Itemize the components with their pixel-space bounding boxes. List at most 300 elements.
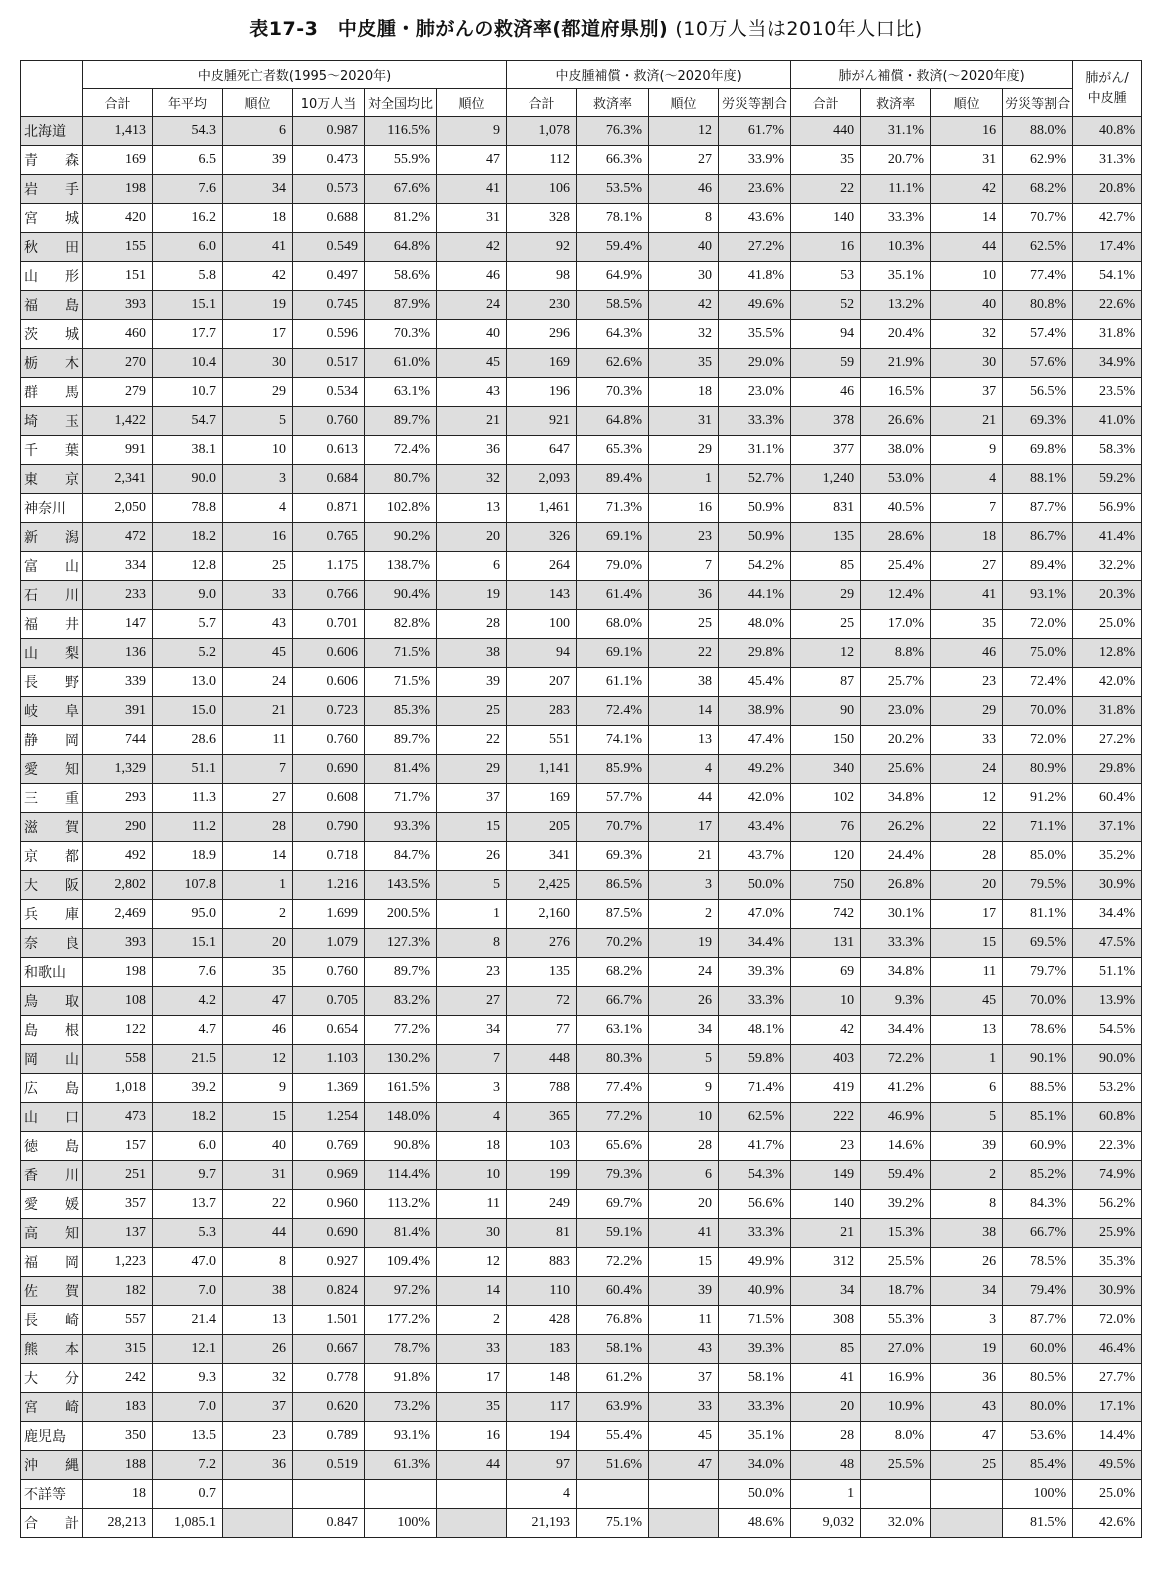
data-cell: 12 [791,639,861,668]
data-cell: 29.0% [719,349,791,378]
data-cell: 44 [437,1451,507,1480]
table-row [21,1103,1142,1132]
data-cell: 5.2 [153,639,223,668]
data-cell: 60.4% [577,1277,649,1306]
data-cell: 25.4% [861,552,931,581]
data-cell: 33 [437,1335,507,1364]
data-cell: 44 [931,233,1003,262]
table-row [21,291,1142,320]
data-cell: 472 [83,523,153,552]
data-cell: 393 [83,929,153,958]
data-cell: 17.0% [861,610,931,639]
data-cell: 42.0% [719,784,791,813]
data-cell: 67.6% [365,175,437,204]
data-cell: 28 [931,842,1003,871]
data-cell: 5 [931,1103,1003,1132]
data-cell: 48.1% [719,1016,791,1045]
data-cell: 50.0% [719,1480,791,1509]
prefecture-name: 広島 [21,1074,83,1103]
data-cell: 40 [437,320,507,349]
data-cell: 110 [507,1277,577,1306]
data-cell: 17 [223,320,293,349]
data-cell: 91.8% [365,1364,437,1393]
data-cell: 72.4% [365,436,437,465]
data-cell: 35 [791,146,861,175]
data-cell: 2,050 [83,494,153,523]
data-cell: 44 [649,784,719,813]
data-cell: 18.2 [153,523,223,552]
table-row [21,117,1142,146]
data-cell: 30.1% [861,900,931,929]
data-cell: 21 [649,842,719,871]
sub-header: 順位 [437,89,507,117]
data-cell: 11 [437,1190,507,1219]
data-cell: 23 [791,1132,861,1161]
data-cell: 87 [791,668,861,697]
data-cell: 393 [83,291,153,320]
data-cell: 7.0 [153,1277,223,1306]
data-cell: 326 [507,523,577,552]
data-cell: 70.0% [1003,987,1073,1016]
data-cell: 37 [437,784,507,813]
data-cell: 15 [649,1248,719,1277]
data-cell: 0.667 [293,1335,365,1364]
data-cell: 16 [791,233,861,262]
data-cell: 18 [223,204,293,233]
data-cell: 34.4% [1073,900,1142,929]
data-cell: 0.847 [293,1509,365,1538]
sub-header: 順位 [223,89,293,117]
data-cell: 42.0% [1073,668,1142,697]
data-cell: 18 [437,1132,507,1161]
data-cell: 0.765 [293,523,365,552]
table-row [21,755,1142,784]
table-row [21,1364,1142,1393]
sub-header: 労災等割合 [719,89,791,117]
prefecture-name: 山口 [21,1103,83,1132]
table-row [21,1480,1142,1509]
data-cell: 20.2% [861,726,931,755]
prefecture-name: 青森 [21,146,83,175]
data-cell: 87.9% [365,291,437,320]
data-cell: 113.2% [365,1190,437,1219]
data-cell: 36 [437,436,507,465]
data-cell: 34.4% [719,929,791,958]
data-cell: 0.517 [293,349,365,378]
data-cell: 30 [223,349,293,378]
data-cell: 89.4% [1003,552,1073,581]
data-cell: 20 [437,523,507,552]
data-cell: 61.3% [365,1451,437,1480]
data-cell: 0.473 [293,146,365,175]
data-cell: 0.549 [293,233,365,262]
table-row [21,1219,1142,1248]
data-cell: 18.2 [153,1103,223,1132]
prefecture-name: 熊本 [21,1335,83,1364]
data-cell: 27 [437,987,507,1016]
ratio-header [1073,61,1142,117]
data-cell: 53.6% [1003,1422,1073,1451]
data-cell: 17 [649,813,719,842]
prefecture-name: 高知 [21,1219,83,1248]
data-cell: 147 [83,610,153,639]
data-cell: 20.7% [861,146,931,175]
table-row [21,1190,1142,1219]
data-cell: 43 [437,378,507,407]
data-cell: 0.987 [293,117,365,146]
data-cell: 4 [437,1103,507,1132]
prefecture-name: 宮崎 [21,1393,83,1422]
data-cell: 39 [931,1132,1003,1161]
data-cell [931,1509,1003,1538]
data-cell: 37 [223,1393,293,1422]
data-cell: 47 [931,1422,1003,1451]
data-cell: 93.1% [1003,581,1073,610]
data-cell: 46 [223,1016,293,1045]
data-cell: 41.0% [1073,407,1142,436]
data-cell: 140 [791,1190,861,1219]
data-cell: 60.0% [1003,1335,1073,1364]
data-cell: 33 [649,1393,719,1422]
sub-header: 10万人当 [293,89,365,117]
data-cell: 45.4% [719,668,791,697]
data-cell: 70.3% [365,320,437,349]
data-cell: 7 [931,494,1003,523]
table-title-main: 表17-3 中皮腫・肺がんの救済率(都道府県別) [249,18,669,40]
data-cell: 36 [649,581,719,610]
data-cell: 38 [649,668,719,697]
data-cell: 15.0 [153,697,223,726]
data-cell: 14 [223,842,293,871]
data-cell: 69 [791,958,861,987]
group-header-deaths: 中皮腫死亡者数(1995～2020年) [83,61,507,89]
data-cell: 90 [791,697,861,726]
data-cell: 0.519 [293,1451,365,1480]
data-cell: 21,193 [507,1509,577,1538]
data-cell: 77.4% [577,1074,649,1103]
data-cell: 34 [223,175,293,204]
data-cell: 200.5% [365,900,437,929]
data-cell: 38 [223,1277,293,1306]
data-cell: 18.7% [861,1277,931,1306]
data-cell: 52.7% [719,465,791,494]
data-cell: 94 [791,320,861,349]
table-row [21,1045,1142,1074]
data-cell: 117 [507,1393,577,1422]
data-cell: 61.4% [577,581,649,610]
data-cell: 13 [649,726,719,755]
data-cell: 90.2% [365,523,437,552]
prefecture-name: 神奈川 [21,494,83,523]
data-cell: 106 [507,175,577,204]
data-cell: 14 [649,697,719,726]
data-cell: 0.927 [293,1248,365,1277]
data-cell: 68.2% [1003,175,1073,204]
prefecture-name: 奈良 [21,929,83,958]
data-cell: 21 [437,407,507,436]
data-cell: 33.3% [861,929,931,958]
data-cell: 744 [83,726,153,755]
data-cell: 77 [507,1016,577,1045]
data-cell: 17.4% [1073,233,1142,262]
data-cell: 47.0 [153,1248,223,1277]
data-cell: 135 [507,958,577,987]
data-cell: 66.7% [1003,1219,1073,1248]
table-row [21,1132,1142,1161]
data-cell: 54.2% [719,552,791,581]
data-cell: 22 [223,1190,293,1219]
data-cell [649,1480,719,1509]
data-cell: 1 [437,900,507,929]
data-cell: 81.5% [1003,1509,1073,1538]
data-cell: 21 [931,407,1003,436]
data-cell: 30 [649,262,719,291]
data-cell: 35 [931,610,1003,639]
data-cell: 32.2% [1073,552,1142,581]
data-cell: 47.4% [719,726,791,755]
data-cell: 114.4% [365,1161,437,1190]
data-cell: 59.1% [577,1219,649,1248]
data-cell: 71.5% [365,668,437,697]
data-cell: 112 [507,146,577,175]
table-row [21,465,1142,494]
data-cell: 20 [649,1190,719,1219]
data-cell: 0.613 [293,436,365,465]
data-cell: 79.0% [577,552,649,581]
data-cell: 16 [223,523,293,552]
data-cell: 0.534 [293,378,365,407]
data-cell: 60.8% [1073,1103,1142,1132]
data-cell: 39.3% [719,958,791,987]
data-cell: 64.8% [365,233,437,262]
data-cell: 194 [507,1422,577,1451]
data-cell: 43 [649,1335,719,1364]
data-cell: 71.3% [577,494,649,523]
prefecture-name: 埼玉 [21,407,83,436]
data-cell: 2,425 [507,871,577,900]
data-cell: 31 [931,146,1003,175]
data-cell: 60.9% [1003,1132,1073,1161]
data-cell: 10 [437,1161,507,1190]
data-cell: 40.5% [861,494,931,523]
data-cell: 207 [507,668,577,697]
prefecture-name: 新潟 [21,523,83,552]
data-cell: 2,093 [507,465,577,494]
data-cell: 43.6% [719,204,791,233]
data-cell: 177.2% [365,1306,437,1335]
prefecture-name: 兵庫 [21,900,83,929]
data-cell: 315 [83,1335,153,1364]
table-row [21,900,1142,929]
data-cell: 72.0% [1003,726,1073,755]
data-cell: 57.7% [577,784,649,813]
data-cell: 26 [649,987,719,1016]
data-cell: 77.2% [577,1103,649,1132]
data-cell: 831 [791,494,861,523]
data-cell: 40 [931,291,1003,320]
data-cell: 136 [83,639,153,668]
data-cell: 0.745 [293,291,365,320]
data-cell: 75.0% [1003,639,1073,668]
data-cell: 45 [649,1422,719,1451]
data-cell: 4 [649,755,719,784]
data-cell: 26.6% [861,407,931,436]
data-cell: 0.620 [293,1393,365,1422]
data-cell: 54.3% [719,1161,791,1190]
data-cell: 97.2% [365,1277,437,1306]
data-cell: 25.9% [1073,1219,1142,1248]
data-cell: 53.0% [861,465,931,494]
data-cell: 71.7% [365,784,437,813]
table-row [21,494,1142,523]
data-cell: 14 [437,1277,507,1306]
data-cell: 28,213 [83,1509,153,1538]
data-cell: 11.2 [153,813,223,842]
prefecture-name: 鳥取 [21,987,83,1016]
data-cell: 1.079 [293,929,365,958]
data-cell: 26.8% [861,871,931,900]
data-cell: 13 [223,1306,293,1335]
data-cell: 95.0 [153,900,223,929]
data-cell: 23.6% [719,175,791,204]
data-cell: 4.2 [153,987,223,1016]
data-cell: 1,223 [83,1248,153,1277]
data-cell: 27 [223,784,293,813]
data-cell: 35 [223,958,293,987]
data-cell: 0.684 [293,465,365,494]
data-cell: 12 [223,1045,293,1074]
data-cell: 9.7 [153,1161,223,1190]
data-cell: 9 [931,436,1003,465]
table-row [21,929,1142,958]
prefecture-name: 茨城 [21,320,83,349]
data-cell: 42 [791,1016,861,1045]
data-cell: 87.7% [1003,1306,1073,1335]
data-cell: 1,141 [507,755,577,784]
data-cell: 39.3% [719,1335,791,1364]
ratio-header-line2: 中皮腫 [1087,90,1127,106]
data-cell: 19 [437,581,507,610]
data-cell: 84.7% [365,842,437,871]
data-cell: 68.0% [577,610,649,639]
data-cell: 70.0% [1003,697,1073,726]
prefecture-name: 愛知 [21,755,83,784]
data-cell: 39 [223,146,293,175]
data-cell: 6 [931,1074,1003,1103]
prefecture-name: 福井 [21,610,83,639]
data-cell: 79.4% [1003,1277,1073,1306]
data-cell: 70.7% [1003,204,1073,233]
data-cell: 20.3% [1073,581,1142,610]
data-cell: 24.4% [861,842,931,871]
table-row [21,958,1142,987]
data-cell: 71.4% [719,1074,791,1103]
data-cell: 25 [223,552,293,581]
data-cell: 41 [791,1364,861,1393]
data-cell: 85.1% [1003,1103,1073,1132]
data-cell: 557 [83,1306,153,1335]
data-cell: 921 [507,407,577,436]
data-cell: 264 [507,552,577,581]
data-cell: 24 [223,668,293,697]
data-cell: 0.497 [293,262,365,291]
prefecture-name: 大阪 [21,871,83,900]
prefecture-name: 岡山 [21,1045,83,1074]
data-cell: 94 [507,639,577,668]
data-cell: 11 [649,1306,719,1335]
data-cell: 26 [437,842,507,871]
data-cell: 17.7 [153,320,223,349]
data-cell: 419 [791,1074,861,1103]
data-cell: 108 [83,987,153,1016]
data-cell: 1,422 [83,407,153,436]
prefecture-name: 栃木 [21,349,83,378]
data-cell: 4 [507,1480,577,1509]
table-row [21,1016,1142,1045]
data-cell: 59.2% [1073,465,1142,494]
data-cell: 41.2% [861,1074,931,1103]
data-cell: 78.1% [577,204,649,233]
data-cell: 33.3% [719,1393,791,1422]
table-row [21,320,1142,349]
data-cell: 109.4% [365,1248,437,1277]
data-cell: 199 [507,1161,577,1190]
data-cell: 23 [223,1422,293,1451]
data-cell: 100% [1003,1480,1073,1509]
data-cell: 61.1% [577,668,649,697]
data-cell: 10.7 [153,378,223,407]
data-cell: 98 [507,262,577,291]
data-cell: 25 [791,610,861,639]
data-cell: 3 [649,871,719,900]
data-cell: 32 [223,1364,293,1393]
data-cell: 43 [931,1393,1003,1422]
table-row [21,697,1142,726]
data-cell: 30.9% [1073,871,1142,900]
data-cell: 9.0 [153,581,223,610]
data-cell: 78.7% [365,1335,437,1364]
sub-header: 年平均 [153,89,223,117]
data-cell: 33.3% [719,1219,791,1248]
data-cell: 21 [223,697,293,726]
data-cell: 59.4% [861,1161,931,1190]
data-cell: 81 [507,1219,577,1248]
data-cell [437,1480,507,1509]
prefecture-name: 沖縄 [21,1451,83,1480]
data-cell: 148 [507,1364,577,1393]
table-row [21,378,1142,407]
data-cell: 10 [649,1103,719,1132]
data-cell: 87.5% [577,900,649,929]
table-row [21,726,1142,755]
data-cell: 10 [931,262,1003,291]
data-cell: 420 [83,204,153,233]
data-cell: 46 [437,262,507,291]
data-cell: 31 [437,204,507,233]
data-cell: 25.5% [861,1451,931,1480]
data-cell: 85.2% [1003,1161,1073,1190]
prefecture-name: 佐賀 [21,1277,83,1306]
data-cell: 85.4% [1003,1451,1073,1480]
data-cell: 81.1% [1003,900,1073,929]
table-row [21,668,1142,697]
data-cell: 41.8% [719,262,791,291]
data-cell: 6 [437,552,507,581]
data-cell: 45 [223,639,293,668]
data-cell: 991 [83,436,153,465]
data-cell: 12 [649,117,719,146]
data-cell: 293 [83,784,153,813]
